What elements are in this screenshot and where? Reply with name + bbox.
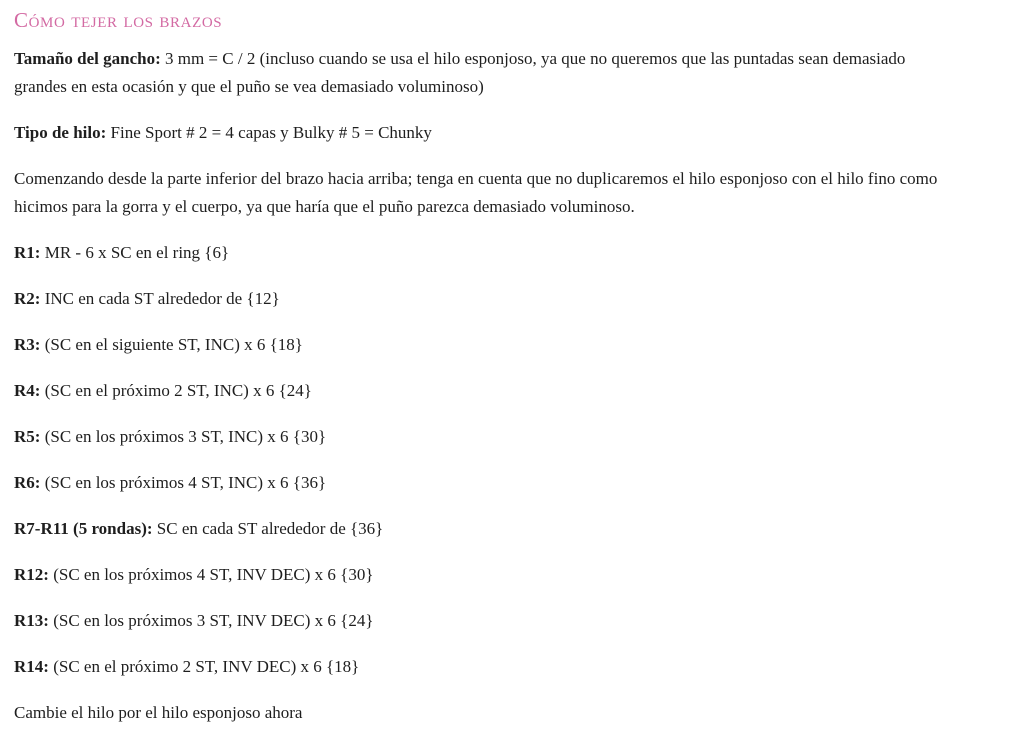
round-step bbox=[14, 515, 944, 543]
round-step bbox=[14, 653, 944, 681]
round-text: (SC en los próximos 4 ST, INC) x 6 {36} bbox=[44, 473, 327, 492]
article-content bbox=[14, 0, 944, 727]
round-text: (SC en el próximo 2 ST, INC) x 6 {24} bbox=[44, 381, 312, 400]
round-label: R7-R11 (5 rondas): bbox=[14, 519, 153, 538]
round-label: R3: bbox=[14, 335, 41, 354]
yarn-type-paragraph bbox=[14, 119, 944, 147]
closing-note: Cambie el hilo por el hilo esponjoso ahora bbox=[14, 703, 303, 722]
round-step bbox=[14, 377, 944, 405]
round-label: R6: bbox=[14, 473, 41, 492]
round-text: INC en cada ST alrededor de {12} bbox=[44, 289, 280, 308]
round-step bbox=[14, 285, 944, 313]
intro-paragraph: Comenzando desde la parte inferior del brazo hacia arriba; tenga en cuenta que no duplicaremos el hilo esponjoso con el hilo fino como hicimos para la gorra y el cuerpo, ya que haría que el puño parezca demasiado voluminoso. bbox=[14, 169, 938, 216]
round-text: (SC en los próximos 3 ST, INV DEC) x 6 {24} bbox=[53, 611, 374, 630]
round-label: R5: bbox=[14, 427, 41, 446]
round-text: (SC en los próximos 3 ST, INC) x 6 {30} bbox=[44, 427, 327, 446]
round-text: (SC en el siguiente ST, INC) x 6 {18} bbox=[44, 335, 303, 354]
round-label: R4: bbox=[14, 381, 41, 400]
round-text: MR - 6 x SC en el ring {6} bbox=[44, 243, 230, 262]
round-label: R13: bbox=[14, 611, 49, 630]
round-step bbox=[14, 331, 944, 359]
round-step bbox=[14, 469, 944, 497]
round-text: (SC en los próximos 4 ST, INV DEC) x 6 {30} bbox=[53, 565, 374, 584]
section-heading: Cómo tejer los brazos bbox=[14, 8, 223, 32]
round-step bbox=[14, 239, 944, 267]
round-step bbox=[14, 423, 944, 451]
round-step bbox=[14, 561, 944, 589]
round-text: (SC en el próximo 2 ST, INV DEC) x 6 {18} bbox=[53, 657, 360, 676]
hook-size-paragraph bbox=[14, 45, 944, 101]
yarn-type-label: Tipo de hilo: bbox=[14, 123, 107, 142]
round-label: R14: bbox=[14, 657, 49, 676]
round-label: R2: bbox=[14, 289, 41, 308]
round-label: R12: bbox=[14, 565, 49, 584]
round-label: R1: bbox=[14, 243, 41, 262]
round-step bbox=[14, 607, 944, 635]
yarn-type-text: Fine Sport # 2 = 4 capas y Bulky # 5 = Chunky bbox=[110, 123, 432, 142]
hook-size-label: Tamaño del gancho: bbox=[14, 49, 161, 68]
hook-size-text: 3 mm = C / 2 (incluso cuando se usa el hilo esponjoso, ya que no queremos que las puntadas sean demasiado grandes en esta ocasión y que el puño se vea demasiado voluminoso) bbox=[14, 49, 906, 96]
round-text: SC en cada ST alrededor de {36} bbox=[156, 519, 384, 538]
